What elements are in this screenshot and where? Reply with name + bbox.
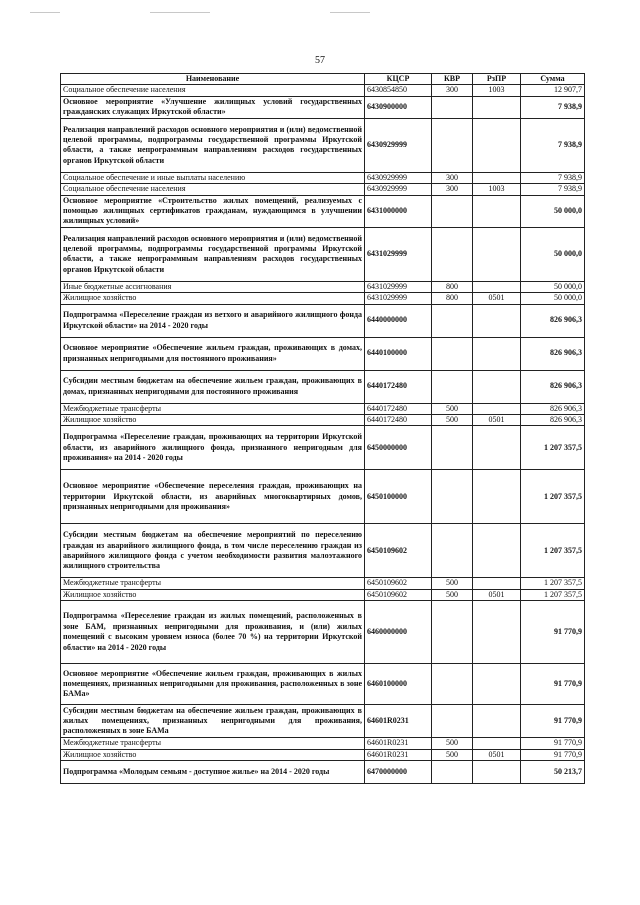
table-row bbox=[61, 281, 585, 292]
cell-kvr: 800 bbox=[432, 293, 473, 304]
header-kcsr: КЦСР bbox=[365, 74, 432, 85]
cell-sum: 91 770,9 bbox=[521, 738, 585, 749]
cell-kvr bbox=[432, 195, 473, 227]
cell-kvr: 500 bbox=[432, 578, 473, 589]
cell-name: Подпрограмма «Переселение граждан из жилых помещений, расположенных в зоне БАМ, признанных непригодными для проживания, и (или) жилых помещений с высоким уровнем износа (более 70 %) на территории Иркутской области» на 2014 - 2020 годы bbox=[61, 601, 365, 664]
cell-kvr bbox=[432, 370, 473, 403]
cell-kvr: 500 bbox=[432, 589, 473, 600]
cell-sum: 91 770,9 bbox=[521, 705, 585, 738]
cell-rzpr bbox=[473, 304, 521, 337]
cell-kcsr: 6431029999 bbox=[365, 293, 432, 304]
cell-sum: 7 938,9 bbox=[521, 96, 585, 118]
cell-kcsr: 6430900000 bbox=[365, 96, 432, 118]
table-row bbox=[61, 304, 585, 337]
table-row bbox=[61, 601, 585, 664]
table-row bbox=[61, 184, 585, 195]
cell-kvr: 500 bbox=[432, 749, 473, 760]
table-row bbox=[61, 370, 585, 403]
cell-sum: 91 770,9 bbox=[521, 749, 585, 760]
cell-rzpr bbox=[473, 96, 521, 118]
cell-kcsr: 6450000000 bbox=[365, 426, 432, 470]
cell-sum: 826 906,3 bbox=[521, 415, 585, 426]
cell-kcsr: 6430929999 bbox=[365, 118, 432, 172]
cell-rzpr bbox=[473, 705, 521, 738]
cell-rzpr bbox=[473, 738, 521, 749]
table-row bbox=[61, 85, 585, 96]
header-kvr: КВР bbox=[432, 74, 473, 85]
cell-sum: 826 906,3 bbox=[521, 403, 585, 414]
table-row bbox=[61, 426, 585, 470]
cell-kcsr: 6430929999 bbox=[365, 172, 432, 183]
cell-kcsr: 6440100000 bbox=[365, 337, 432, 370]
scan-artifact-line bbox=[150, 12, 210, 13]
table-body bbox=[61, 85, 585, 784]
header-rzpr: РзПР bbox=[473, 74, 521, 85]
cell-kcsr: 6450109602 bbox=[365, 578, 432, 589]
cell-name: Основное мероприятие «Обеспечение переселения граждан, проживающих на территории Иркутской области, из аварийных многоквартирных домов, признанных непригодными для проживания» bbox=[61, 470, 365, 524]
table-row bbox=[61, 664, 585, 705]
cell-sum: 50 000,0 bbox=[521, 227, 585, 281]
cell-name: Реализация направлений расходов основного мероприятия и (или) ведомственной целевой программы, подпрограммы государственной программы Иркутской области, а также непрограммным направлениям расходов государственных органов Иркутской области bbox=[61, 227, 365, 281]
page-number: 57 bbox=[315, 55, 325, 66]
cell-rzpr bbox=[473, 227, 521, 281]
cell-kvr bbox=[432, 705, 473, 738]
cell-kcsr: 6431029999 bbox=[365, 281, 432, 292]
cell-name: Межбюджетные трансферты bbox=[61, 738, 365, 749]
table-row bbox=[61, 227, 585, 281]
cell-name: Жилищное хозяйство bbox=[61, 293, 365, 304]
table-row bbox=[61, 524, 585, 578]
cell-kcsr: 6450109602 bbox=[365, 589, 432, 600]
cell-rzpr bbox=[473, 172, 521, 183]
cell-sum: 7 938,9 bbox=[521, 184, 585, 195]
table-row bbox=[61, 738, 585, 749]
header-sum: Сумма bbox=[521, 74, 585, 85]
cell-name: Социальное обеспечение населения bbox=[61, 184, 365, 195]
cell-sum: 50 000,0 bbox=[521, 293, 585, 304]
cell-sum: 7 938,9 bbox=[521, 118, 585, 172]
cell-name: Основное мероприятие «Улучшение жилищных условий государственных гражданских служащих Иркутской области» bbox=[61, 96, 365, 118]
cell-rzpr: 0501 bbox=[473, 749, 521, 760]
budget-table bbox=[60, 73, 585, 784]
cell-rzpr: 1003 bbox=[473, 85, 521, 96]
cell-sum: 50 000,0 bbox=[521, 281, 585, 292]
table-row bbox=[61, 578, 585, 589]
cell-name: Реализация направлений расходов основного мероприятия и (или) ведомственной целевой программы, подпрограммы государственной программы Иркутской области, а также непрограммным направлениям расходов государственных органов Иркутской области bbox=[61, 118, 365, 172]
cell-kvr bbox=[432, 337, 473, 370]
cell-name: Иные бюджетные ассигнования bbox=[61, 281, 365, 292]
cell-sum: 91 770,9 bbox=[521, 601, 585, 664]
cell-sum: 12 907,7 bbox=[521, 85, 585, 96]
cell-kcsr: 6440172480 bbox=[365, 370, 432, 403]
table-row bbox=[61, 293, 585, 304]
cell-sum: 1 207 357,5 bbox=[521, 524, 585, 578]
cell-kvr bbox=[432, 426, 473, 470]
table-row bbox=[61, 96, 585, 118]
cell-sum: 91 770,9 bbox=[521, 664, 585, 705]
cell-sum: 50 000,0 bbox=[521, 195, 585, 227]
cell-kcsr: 6460100000 bbox=[365, 664, 432, 705]
cell-rzpr bbox=[473, 403, 521, 414]
cell-name: Субсидии местным бюджетам на обеспечение жильем граждан, проживающих в домах, признанных непригодными для постоянного проживания bbox=[61, 370, 365, 403]
cell-kcsr: 6450109602 bbox=[365, 524, 432, 578]
table-row bbox=[61, 195, 585, 227]
cell-rzpr bbox=[473, 195, 521, 227]
cell-rzpr: 0501 bbox=[473, 293, 521, 304]
cell-kcsr: 6440172480 bbox=[365, 415, 432, 426]
cell-kcsr: 6460000000 bbox=[365, 601, 432, 664]
cell-sum: 826 906,3 bbox=[521, 370, 585, 403]
cell-rzpr: 0501 bbox=[473, 589, 521, 600]
cell-name: Жилищное хозяйство bbox=[61, 749, 365, 760]
table-row bbox=[61, 337, 585, 370]
cell-sum: 7 938,9 bbox=[521, 172, 585, 183]
table-row bbox=[61, 470, 585, 524]
cell-name: Подпрограмма «Переселение граждан, проживающих на территории Иркутской области, из аварийного жилищного фонда, признанного непригодным для проживания» на 2014 - 2020 годы bbox=[61, 426, 365, 470]
cell-sum: 1 207 357,5 bbox=[521, 578, 585, 589]
cell-rzpr bbox=[473, 370, 521, 403]
cell-name: Жилищное хозяйство bbox=[61, 415, 365, 426]
cell-kvr: 500 bbox=[432, 403, 473, 414]
cell-rzpr bbox=[473, 761, 521, 784]
cell-kcsr: 6450100000 bbox=[365, 470, 432, 524]
cell-kvr: 300 bbox=[432, 85, 473, 96]
table-row bbox=[61, 118, 585, 172]
cell-name: Социальное обеспечение и иные выплаты населению bbox=[61, 172, 365, 183]
cell-name: Социальное обеспечение населения bbox=[61, 85, 365, 96]
cell-name: Основное мероприятие «Обеспечение жильем граждан, проживающих в домах, признанных непригодными для постоянного проживания» bbox=[61, 337, 365, 370]
cell-rzpr: 0501 bbox=[473, 415, 521, 426]
cell-sum: 826 906,3 bbox=[521, 304, 585, 337]
cell-kcsr: 64601R0231 bbox=[365, 738, 432, 749]
table-row bbox=[61, 705, 585, 738]
cell-kvr bbox=[432, 761, 473, 784]
cell-kvr bbox=[432, 664, 473, 705]
cell-sum: 1 207 357,5 bbox=[521, 589, 585, 600]
cell-name: Межбюджетные трансферты bbox=[61, 578, 365, 589]
cell-rzpr bbox=[473, 664, 521, 705]
header-name: Наименование bbox=[61, 74, 365, 85]
table-row bbox=[61, 403, 585, 414]
cell-sum: 1 207 357,5 bbox=[521, 470, 585, 524]
cell-rzpr bbox=[473, 281, 521, 292]
cell-kcsr: 6431000000 bbox=[365, 195, 432, 227]
cell-kvr: 300 bbox=[432, 184, 473, 195]
cell-kvr bbox=[432, 96, 473, 118]
table-row bbox=[61, 761, 585, 784]
cell-kvr bbox=[432, 470, 473, 524]
cell-kcsr: 64601R0231 bbox=[365, 705, 432, 738]
cell-kcsr: 6431029999 bbox=[365, 227, 432, 281]
table-row bbox=[61, 749, 585, 760]
cell-kvr bbox=[432, 524, 473, 578]
cell-rzpr bbox=[473, 118, 521, 172]
scan-artifact-line bbox=[30, 12, 60, 13]
table-header-row bbox=[61, 74, 585, 85]
cell-name: Субсидии местным бюджетам на обеспечение жильем граждан, проживающих в жилых помещениях, признанных непригодными для проживания, расположенных в зоне БАМа bbox=[61, 705, 365, 738]
table-row bbox=[61, 415, 585, 426]
cell-kcsr: 6430929999 bbox=[365, 184, 432, 195]
cell-sum: 1 207 357,5 bbox=[521, 426, 585, 470]
cell-kcsr: 6470000000 bbox=[365, 761, 432, 784]
cell-name: Жилищное хозяйство bbox=[61, 589, 365, 600]
cell-kvr: 500 bbox=[432, 738, 473, 749]
cell-name: Межбюджетные трансферты bbox=[61, 403, 365, 414]
cell-rzpr bbox=[473, 578, 521, 589]
cell-kvr bbox=[432, 304, 473, 337]
cell-sum: 50 213,7 bbox=[521, 761, 585, 784]
cell-kcsr: 64601R0231 bbox=[365, 749, 432, 760]
cell-rzpr: 1003 bbox=[473, 184, 521, 195]
cell-name: Субсидии местным бюджетам на обеспечение мероприятий по переселению граждан из аварийного жилищного фонда, в том числе переселению граждан из аварийного жилищного фонда с учетом необходимости развития малоэтажного жилищного строительства bbox=[61, 524, 365, 578]
cell-sum: 826 906,3 bbox=[521, 337, 585, 370]
cell-rzpr bbox=[473, 470, 521, 524]
cell-rzpr bbox=[473, 601, 521, 664]
cell-kcsr: 6440172480 bbox=[365, 403, 432, 414]
cell-name: Основное мероприятие «Обеспечение жильем граждан, проживающих в жилых помещениях, признанных непригодными для проживания, расположенных в зоне БАМа» bbox=[61, 664, 365, 705]
cell-rzpr bbox=[473, 524, 521, 578]
scan-artifact-line bbox=[330, 12, 370, 13]
cell-kvr: 800 bbox=[432, 281, 473, 292]
table-row bbox=[61, 589, 585, 600]
cell-name: Основное мероприятие «Строительство жилых помещений, реализуемых с помощью жилищных сертификатов гражданам, нуждающимся в улучшении жилищных условий» bbox=[61, 195, 365, 227]
cell-kvr: 300 bbox=[432, 172, 473, 183]
cell-name: Подпрограмма «Молодым семьям - доступное жилье» на 2014 - 2020 годы bbox=[61, 761, 365, 784]
table-row bbox=[61, 172, 585, 183]
cell-rzpr bbox=[473, 426, 521, 470]
cell-kvr bbox=[432, 227, 473, 281]
cell-kcsr: 6440000000 bbox=[365, 304, 432, 337]
cell-name: Подпрограмма «Переселение граждан из ветхого и аварийного жилищного фонда Иркутской области» на 2014 - 2020 годы bbox=[61, 304, 365, 337]
cell-kvr: 500 bbox=[432, 415, 473, 426]
cell-kvr bbox=[432, 601, 473, 664]
cell-kvr bbox=[432, 118, 473, 172]
cell-kcsr: 6430854850 bbox=[365, 85, 432, 96]
cell-rzpr bbox=[473, 337, 521, 370]
